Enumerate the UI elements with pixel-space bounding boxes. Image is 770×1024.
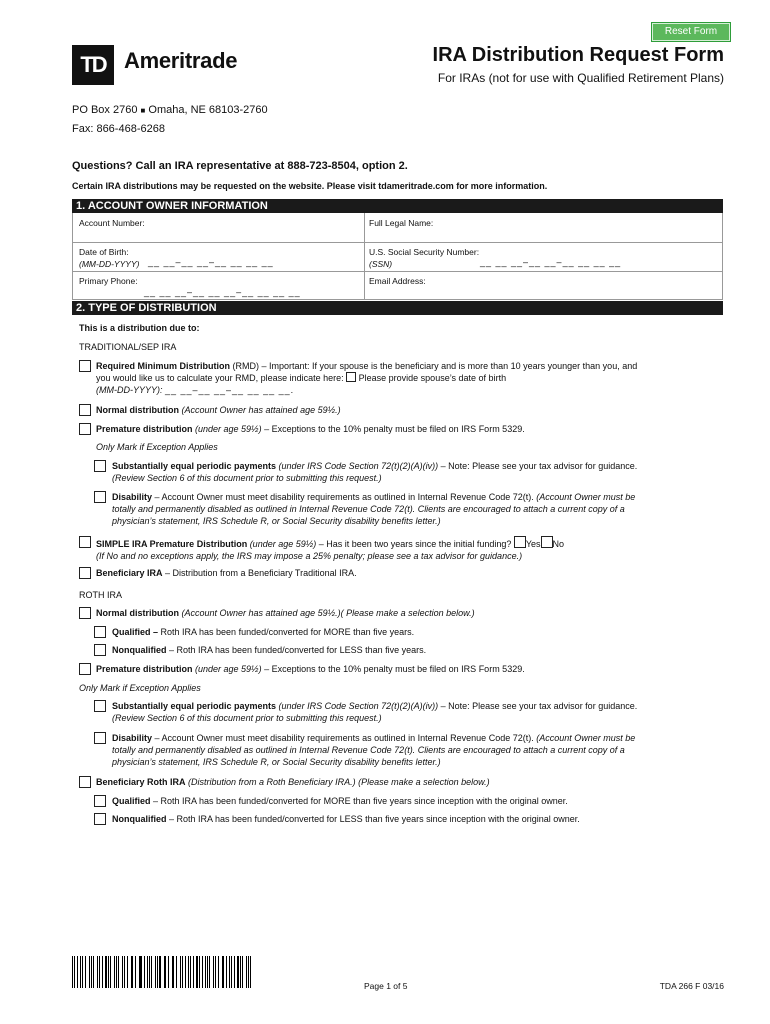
- barcode-bar: [215, 956, 216, 988]
- barcode-bar: [196, 956, 197, 988]
- distribution-intro: This is a distribution due to:: [79, 323, 200, 333]
- disability-text: Disability – Account Owner must meet disability requirements as outlined in Internal Revenue Code 72(t). (Account Owner must be totally and permanently disabled as outlined in Internal Revenue Code 72(t). Clients are encouraged to attach a current copy of a physician’s statement, IRS Schedule R, or Social Security disability benefits letter.): [112, 492, 636, 526]
- roth-qualified-checkbox[interactable]: [94, 626, 106, 638]
- page-number: Page 1 of 5: [364, 981, 408, 991]
- barcode-bar: [209, 956, 210, 988]
- rmd-checkbox[interactable]: [79, 360, 91, 372]
- city: Omaha, NE 68103-2760: [148, 104, 268, 116]
- disability-checkbox[interactable]: [94, 491, 106, 503]
- barcode-bar: [85, 956, 86, 988]
- divider: [364, 213, 365, 299]
- account-number-field[interactable]: Account Number:: [79, 218, 145, 228]
- primary-phone-label: Primary Phone:: [79, 276, 138, 286]
- barcode-bar: [105, 956, 106, 988]
- simple-ira-checkbox[interactable]: [79, 536, 91, 548]
- divider: [72, 299, 723, 300]
- normal-distribution-text: Normal distribution (Account Owner has attained age 59½.): [96, 405, 341, 415]
- barcode-bar: [190, 956, 191, 988]
- reset-form-button[interactable]: Reset Form: [651, 22, 731, 42]
- website-note: Certain IRA distributions may be requested on the website. Please visit tdameritrade.com for more information.: [72, 181, 548, 191]
- questions-line: Questions? Call an IRA representative at 888-723-8504, option 2.: [72, 160, 408, 172]
- barcode-bar: [229, 956, 230, 988]
- roth-exception-note: Only Mark if Exception Applies: [79, 683, 201, 693]
- roth-ira-heading: ROTH IRA: [79, 590, 123, 600]
- barcode-bar: [72, 956, 73, 988]
- form-subtitle: For IRAs (not for use with Qualified Retirement Plans): [437, 71, 724, 85]
- barcode-bar: [124, 956, 125, 988]
- po-box: PO Box 2760: [72, 104, 138, 116]
- dob-label: Date of Birth:: [79, 247, 129, 257]
- barcode-bar: [159, 956, 160, 988]
- email-address-field[interactable]: Email Address:: [369, 276, 426, 286]
- section-2-header: 2. TYPE OF DISTRIBUTION: [72, 301, 723, 315]
- barcode-bar: [122, 956, 123, 988]
- roth-normal-text: Normal distribution (Account Owner has attained age 59½.)( Please make a selection below.): [96, 608, 475, 618]
- dob-field[interactable]: __ __–__ __–__ __ __ __: [148, 257, 274, 267]
- roth-premature-checkbox[interactable]: [79, 663, 91, 675]
- form-title: IRA Distribution Request Form: [432, 44, 724, 66]
- yes-checkbox[interactable]: [514, 536, 526, 548]
- roth-disability-checkbox[interactable]: [94, 732, 106, 744]
- ameritrade-logo-text: Ameritrade: [124, 48, 238, 73]
- beneficiary-ira-checkbox[interactable]: [79, 567, 91, 579]
- simple-ira-text: SIMPLE IRA Premature Distribution (under age 59½) – Has it been two years since the initial funding? Yes No (If No and no exceptions apply, the IRS may impose a 25% penalty; please see a tax advisor for guidance.): [96, 536, 716, 562]
- barcode-bar: [110, 956, 111, 988]
- beneficiary-roth-nonqualified-checkbox[interactable]: [94, 813, 106, 825]
- barcode-bar: [147, 956, 148, 988]
- barcode-bar: [140, 956, 141, 988]
- roth-normal-checkbox[interactable]: [79, 607, 91, 619]
- roth-qualified-text: Qualified – Roth IRA has been funded/converted for MORE than five years.: [112, 627, 415, 637]
- beneficiary-roth-qualified-text: Qualified – Roth IRA has been funded/converted for MORE than five years since inception with the original owner.: [112, 796, 568, 806]
- primary-phone-field[interactable]: __ __ __–__ __ __–__ __ __ __: [144, 287, 301, 297]
- beneficiary-roth-text: Beneficiary Roth IRA (Distribution from a Roth Beneficiary IRA.) (Please make a selection below.): [96, 777, 490, 787]
- exception-note: Only Mark if Exception Applies: [96, 442, 218, 452]
- barcode-bar: [132, 956, 133, 988]
- rmd-text: Required Minimum Distribution (RMD) – Important: If your spouse is the beneficiary and is more than 10 years younger than you, and you would like us to calculate your RMD, please indicate here: Please provide spouse’s date of birth (MM-DD-YYYY): __ __–__ __–__ __ __ __.: [96, 361, 638, 395]
- roth-nonqualified-text: Nonqualified – Roth IRA has been funded/converted for LESS than five years.: [112, 645, 427, 655]
- dob-format: (MM-DD-YYYY): [79, 259, 140, 269]
- barcode-bar: [199, 956, 200, 988]
- section-1-header: 1. ACCOUNT OWNER INFORMATION: [72, 199, 723, 213]
- divider: [72, 242, 723, 243]
- roth-premature-text: Premature distribution (under age 59½) – Exceptions to the 10% penalty must be filed on IRS Form 5329.: [96, 664, 525, 674]
- roth-disability-text: Disability – Account Owner must meet disability requirements as outlined in Internal Revenue Code 72(t). (Account Owner must be totally and permanently disabled as outlined in Internal Revenue Code 72(t). Clients are encouraged to attach a current copy of a physician’s statement, IRS Schedule R, or Social Security disability benefits letter.): [112, 733, 636, 767]
- divider: [72, 271, 723, 272]
- beneficiary-roth-checkbox[interactable]: [79, 776, 91, 788]
- roth-nonqualified-checkbox[interactable]: [94, 644, 106, 656]
- barcode-bar: [246, 956, 247, 988]
- fax-number: Fax: 866-468-6268: [72, 123, 165, 135]
- beneficiary-roth-nonqualified-text: Nonqualified – Roth IRA has been funded/converted for LESS than five years since inception with the original owner.: [112, 814, 580, 824]
- barcode-bar: [155, 956, 156, 988]
- beneficiary-roth-qualified-checkbox[interactable]: [94, 795, 106, 807]
- barcode-bar: [168, 956, 169, 988]
- roth-sepp-text: Substantially equal periodic payments (under IRS Code Section 72(t)(2)(A)(iv)) – Note: Please see your tax advisor for guidance. (Review Section 6 of this document prior to submitting this request.): [112, 701, 638, 723]
- mailing-address: [72, 104, 268, 116]
- full-legal-name-field[interactable]: Full Legal Name:: [369, 218, 434, 228]
- roth-sepp-checkbox[interactable]: [94, 700, 106, 712]
- barcode-bar: [223, 956, 224, 988]
- barcode-bar: [180, 956, 181, 988]
- td-logo-mark: TD: [72, 45, 114, 85]
- beneficiary-ira-text: Beneficiary IRA – Distribution from a Beneficiary Traditional IRA.: [96, 568, 357, 578]
- traditional-sep-heading: TRADITIONAL/SEP IRA: [79, 342, 177, 352]
- sepp-text: Substantially equal periodic payments (under IRS Code Section 72(t)(2)(A)(iv)) – Note: Please see your tax advisor for guidance. (Review Section 6 of this document prior to submitting this request.): [112, 461, 638, 483]
- barcode-bar: [93, 956, 94, 988]
- sepp-checkbox[interactable]: [94, 460, 106, 472]
- normal-distribution-checkbox[interactable]: [79, 404, 91, 416]
- premature-distribution-checkbox[interactable]: [79, 423, 91, 435]
- barcode-bar: [80, 956, 81, 988]
- barcode-bar: [237, 956, 238, 988]
- barcode-bar: [176, 956, 177, 988]
- premature-distribution-text: Premature distribution (under age 59½) – Exceptions to the 10% penalty must be filed on IRS Form 5329.: [96, 424, 525, 434]
- ssn-format: (SSN): [369, 259, 393, 269]
- ssn-label: U.S. Social Security Number:: [369, 247, 480, 257]
- ssn-field[interactable]: __ __ __–__ __–__ __ __ __: [480, 257, 622, 267]
- spouse-checkbox[interactable]: [346, 372, 356, 382]
- spouse-dob-field[interactable]: __ __–__ __–__ __ __ __.: [165, 385, 295, 395]
- no-checkbox[interactable]: [541, 536, 553, 548]
- form-code: TDA 266 F 03/16: [659, 981, 724, 991]
- barcode: [72, 956, 254, 988]
- barcode-bar: [97, 956, 98, 988]
- bullet-icon: ■: [140, 106, 146, 115]
